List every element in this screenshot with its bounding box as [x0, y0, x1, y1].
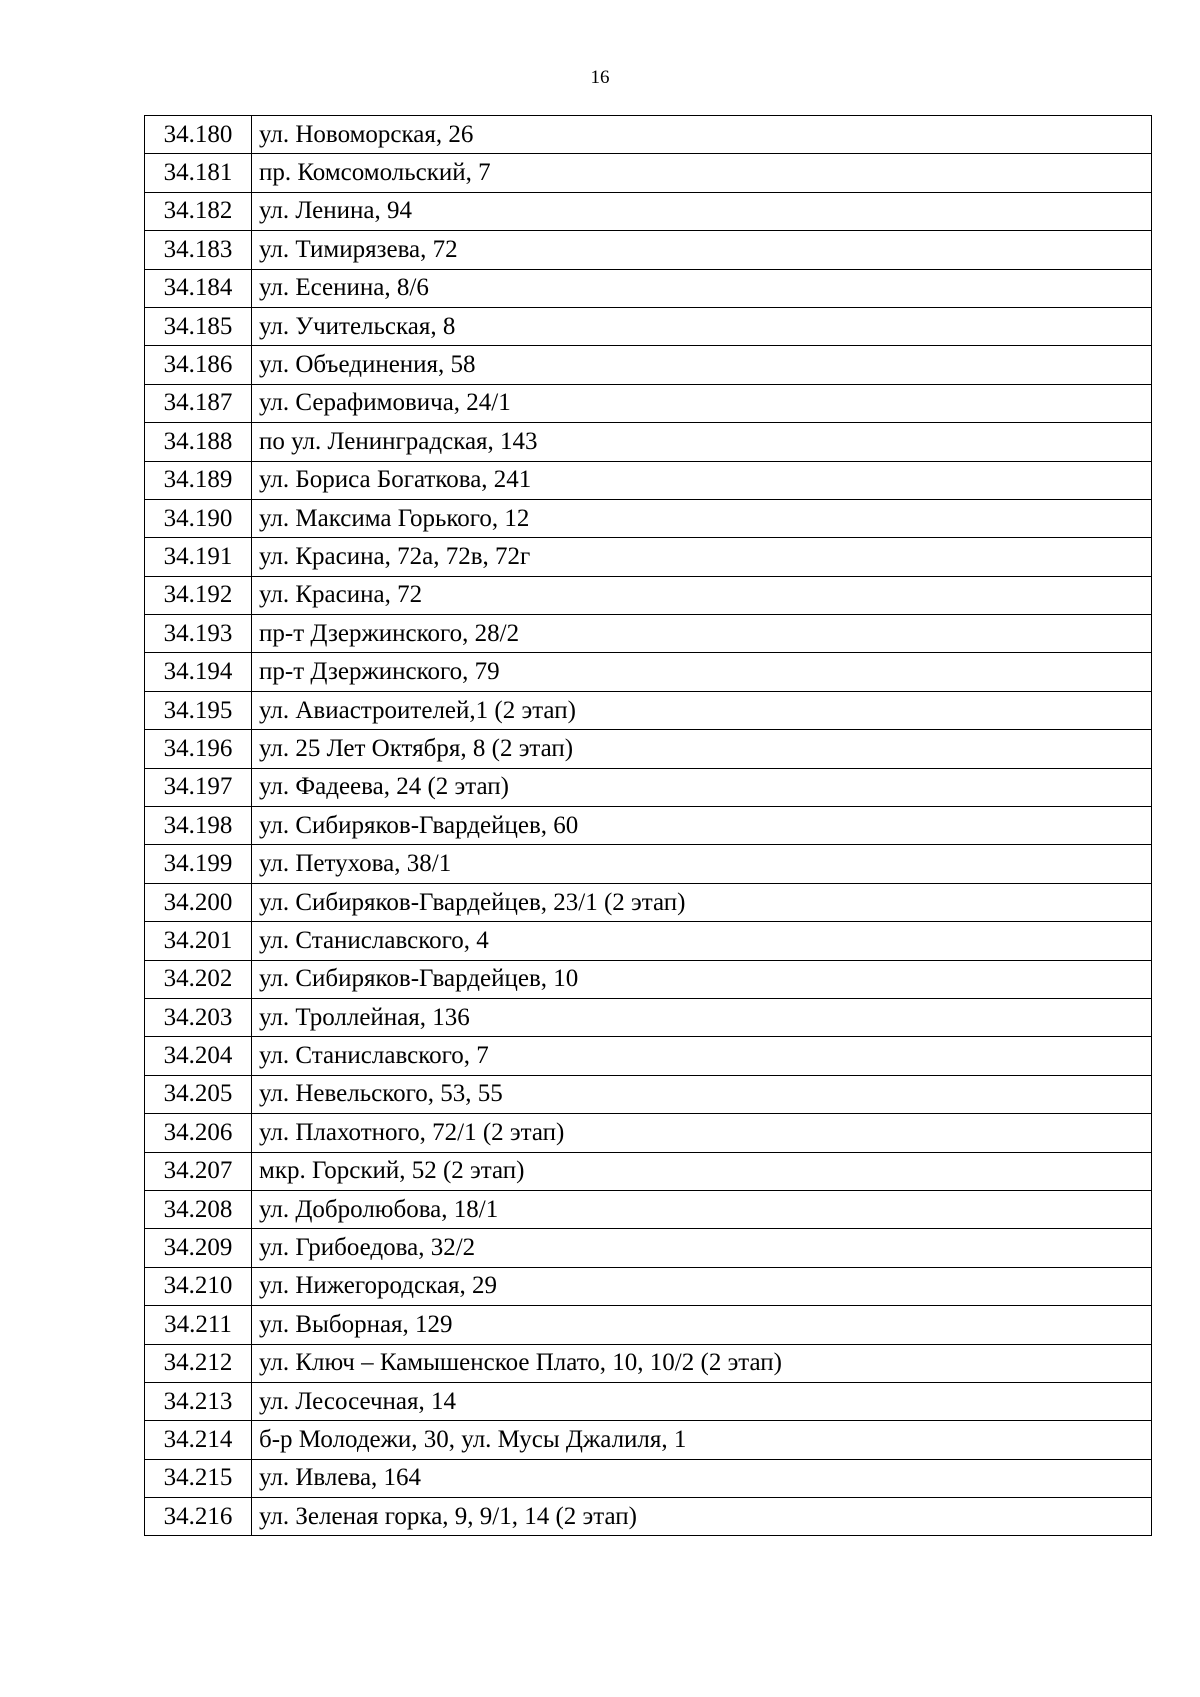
table-row: [145, 1190, 1152, 1228]
table-row: [145, 423, 1152, 461]
page-number: 16: [590, 67, 610, 88]
row-number: 34.195: [145, 691, 252, 729]
table-row: [145, 960, 1152, 998]
row-number: 34.205: [145, 1075, 252, 1113]
table-row: [145, 1229, 1152, 1267]
row-number: 34.213: [145, 1382, 252, 1420]
address-table: [144, 115, 1152, 1536]
row-number: 34.202: [145, 960, 252, 998]
row-number: 34.193: [145, 615, 252, 653]
row-number: 34.189: [145, 461, 252, 499]
row-number: 34.197: [145, 768, 252, 806]
row-number: 34.208: [145, 1190, 252, 1228]
row-number: 34.216: [145, 1498, 252, 1536]
row-address: ул. Серафимовича, 24/1: [252, 384, 1152, 422]
row-number: 34.187: [145, 384, 252, 422]
row-address: ул. Объединения, 58: [252, 346, 1152, 384]
row-address: ул. Тимирязева, 72: [252, 231, 1152, 269]
row-address: ул. Троллейная, 136: [252, 998, 1152, 1036]
table-row: [145, 807, 1152, 845]
row-address: ул. Сибиряков-Гвардейцев, 23/1 (2 этап): [252, 883, 1152, 921]
row-address: ул. Ленина, 94: [252, 192, 1152, 230]
table-row: [145, 499, 1152, 537]
table-row: [145, 1382, 1152, 1420]
row-number: 34.194: [145, 653, 252, 691]
row-address: пр-т Дзержинского, 79: [252, 653, 1152, 691]
row-address: ул. Грибоедова, 32/2: [252, 1229, 1152, 1267]
row-address: ул. Учительская, 8: [252, 307, 1152, 345]
table-row: [145, 461, 1152, 499]
row-number: 34.181: [145, 154, 252, 192]
row-number: 34.192: [145, 576, 252, 614]
row-number: 34.211: [145, 1306, 252, 1344]
row-address: б-р Молодежи, 30, ул. Мусы Джалиля, 1: [252, 1421, 1152, 1459]
row-address: ул. Петухова, 38/1: [252, 845, 1152, 883]
table-row: [145, 1075, 1152, 1113]
row-address: ул. Плахотного, 72/1 (2 этап): [252, 1114, 1152, 1152]
row-address: ул. Новоморская, 26: [252, 116, 1152, 154]
row-address: ул. Невельского, 53, 55: [252, 1075, 1152, 1113]
row-number: 34.180: [145, 116, 252, 154]
row-address: ул. Выборная, 129: [252, 1306, 1152, 1344]
table-row: [145, 1114, 1152, 1152]
table-row: [145, 653, 1152, 691]
table-row: [145, 1037, 1152, 1075]
row-number: 34.210: [145, 1267, 252, 1305]
table-row: [145, 883, 1152, 921]
row-number: 34.209: [145, 1229, 252, 1267]
table-row: [145, 538, 1152, 576]
table-row: [145, 730, 1152, 768]
row-address: ул. Ключ – Камышенское Плато, 10, 10/2 (2 этап): [252, 1344, 1152, 1382]
row-number: 34.186: [145, 346, 252, 384]
row-address: ул. Фадеева, 24 (2 этап): [252, 768, 1152, 806]
row-address: ул. Добролюбова, 18/1: [252, 1190, 1152, 1228]
table-row: [145, 768, 1152, 806]
table-row: [145, 1344, 1152, 1382]
table-row: [145, 576, 1152, 614]
table-row: [145, 845, 1152, 883]
table-row: [145, 346, 1152, 384]
table-row: [145, 231, 1152, 269]
table-row: [145, 1421, 1152, 1459]
table-row: [145, 1306, 1152, 1344]
row-address: ул. Авиастроителей,1 (2 этап): [252, 691, 1152, 729]
row-address: ул. Ивлева, 164: [252, 1459, 1152, 1497]
row-number: 34.183: [145, 231, 252, 269]
table-row: [145, 691, 1152, 729]
row-number: 34.191: [145, 538, 252, 576]
row-number: 34.203: [145, 998, 252, 1036]
row-number: 34.207: [145, 1152, 252, 1190]
row-number: 34.184: [145, 269, 252, 307]
row-address: ул. 25 Лет Октября, 8 (2 этап): [252, 730, 1152, 768]
row-number: 34.198: [145, 807, 252, 845]
table-row: [145, 1459, 1152, 1497]
row-address: ул. Красина, 72: [252, 576, 1152, 614]
table-row: [145, 269, 1152, 307]
row-address: пр. Комсомольский, 7: [252, 154, 1152, 192]
row-number: 34.204: [145, 1037, 252, 1075]
row-address: пр-т Дзержинского, 28/2: [252, 615, 1152, 653]
row-number: 34.185: [145, 307, 252, 345]
row-address: ул. Нижегородская, 29: [252, 1267, 1152, 1305]
row-number: 34.206: [145, 1114, 252, 1152]
row-address: ул. Лесосечная, 14: [252, 1382, 1152, 1420]
row-address: ул. Сибиряков-Гвардейцев, 10: [252, 960, 1152, 998]
table-row: [145, 116, 1152, 154]
row-address: ул. Максима Горького, 12: [252, 499, 1152, 537]
row-address: ул. Красина, 72а, 72в, 72г: [252, 538, 1152, 576]
row-number: 34.212: [145, 1344, 252, 1382]
row-number: 34.214: [145, 1421, 252, 1459]
row-number: 34.200: [145, 883, 252, 921]
table-row: [145, 1498, 1152, 1536]
row-address: ул. Бориса Богаткова, 241: [252, 461, 1152, 499]
row-number: 34.199: [145, 845, 252, 883]
table-body: [145, 116, 1152, 1536]
row-number: 34.182: [145, 192, 252, 230]
row-number: 34.188: [145, 423, 252, 461]
row-address: ул. Станиславского, 4: [252, 922, 1152, 960]
row-number: 34.201: [145, 922, 252, 960]
row-address: мкр. Горский, 52 (2 этап): [252, 1152, 1152, 1190]
table-row: [145, 922, 1152, 960]
row-address: ул. Сибиряков-Гвардейцев, 60: [252, 807, 1152, 845]
row-number: 34.196: [145, 730, 252, 768]
table-row: [145, 1152, 1152, 1190]
row-address: ул. Есенина, 8/6: [252, 269, 1152, 307]
table-row: [145, 307, 1152, 345]
table-row: [145, 615, 1152, 653]
row-number: 34.215: [145, 1459, 252, 1497]
row-address: по ул. Ленинградская, 143: [252, 423, 1152, 461]
table-row: [145, 192, 1152, 230]
table-row: [145, 1267, 1152, 1305]
row-number: 34.190: [145, 499, 252, 537]
table-row: [145, 154, 1152, 192]
table-row: [145, 998, 1152, 1036]
row-address: ул. Станиславского, 7: [252, 1037, 1152, 1075]
row-address: ул. Зеленая горка, 9, 9/1, 14 (2 этап): [252, 1498, 1152, 1536]
table-row: [145, 384, 1152, 422]
